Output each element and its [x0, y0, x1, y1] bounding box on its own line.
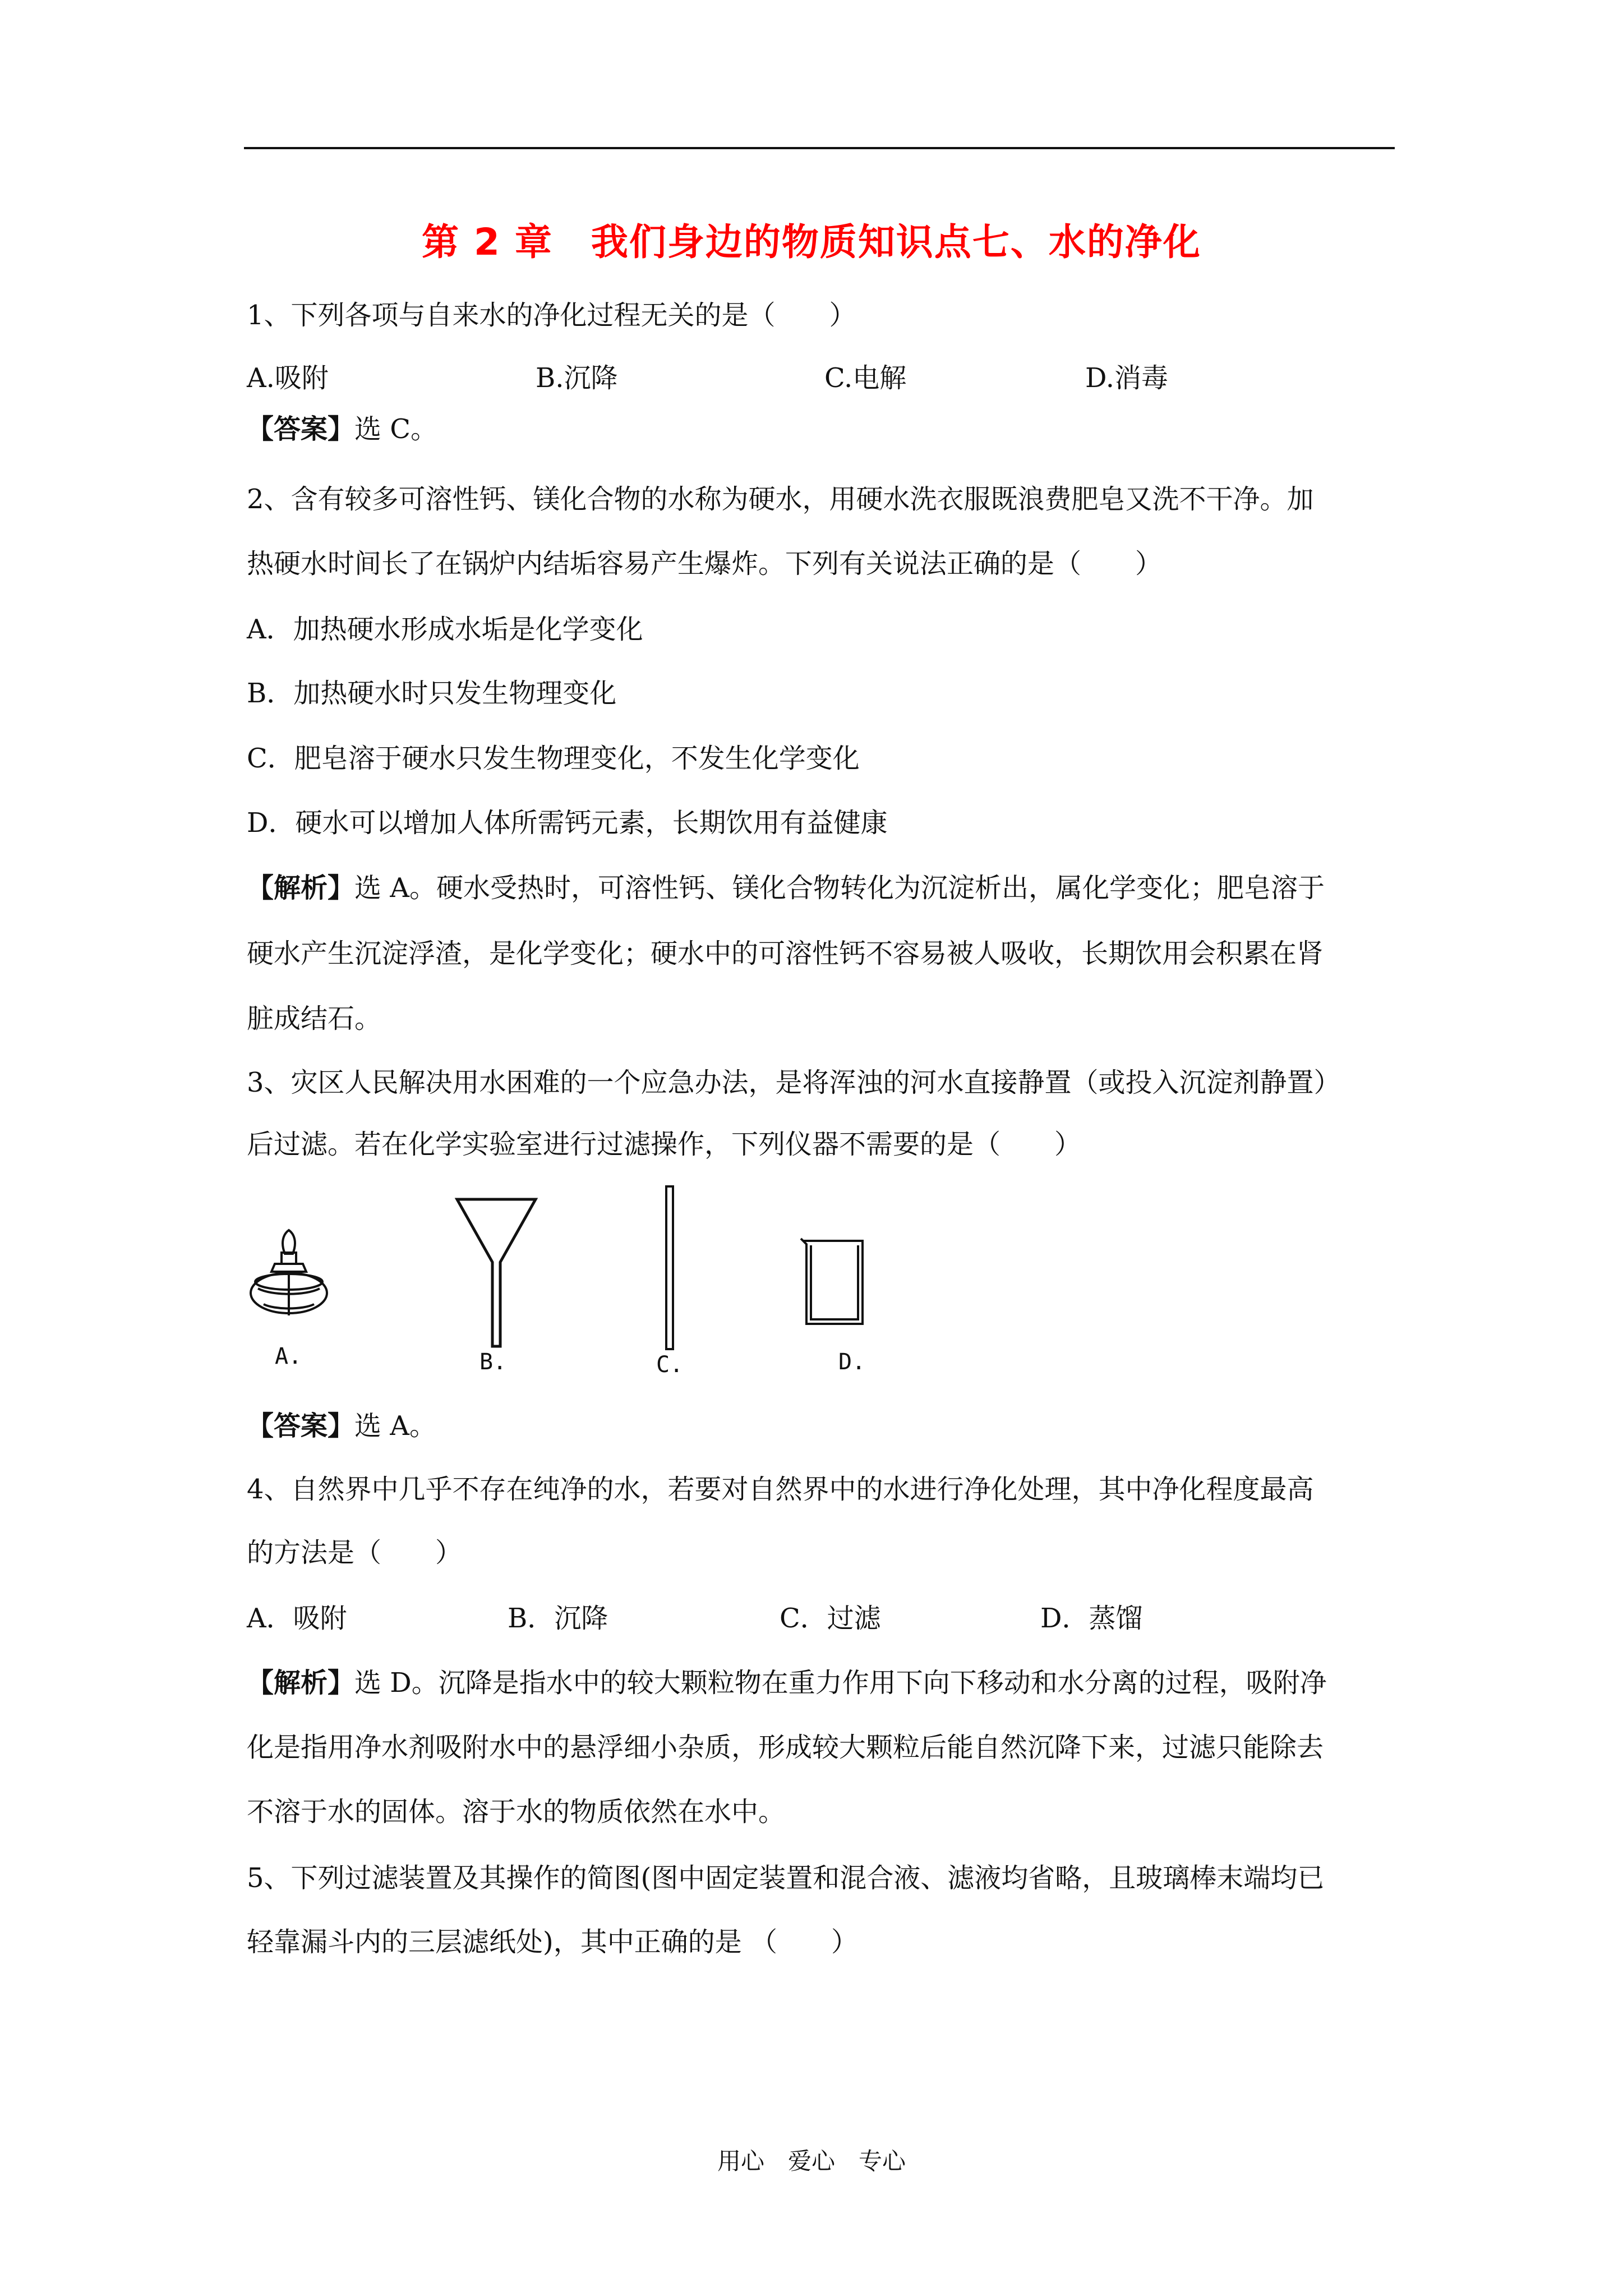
analysis-text: 选 D。沉降是指水中的较大颗粒物在重力作用下向下移动和水分离的过程，吸附净: [354, 1667, 1327, 1699]
q4-option-d: D．蒸馏: [1040, 1603, 1143, 1634]
answer-tag: 【答案】: [247, 413, 355, 445]
figure-label-a: A.: [275, 1343, 302, 1369]
q2-analysis-line-2: 硬水产生沉淀浮渣，是化学变化；硬水中的可溶性钙不容易被人吸收，长期饮用会积累在肾: [247, 938, 1324, 969]
glass-rod-icon: [662, 1184, 679, 1352]
q3-answer: [247, 1409, 436, 1443]
q1-option-d: D.消毒: [1085, 362, 1169, 394]
q4-option-a: A．吸附: [247, 1603, 347, 1634]
figure-label-d: D.: [838, 1349, 866, 1375]
q1-stem: 1、下列各项与自来水的净化过程无关的是（ ）: [247, 300, 856, 331]
answer-text: 选 A。: [354, 1410, 436, 1442]
q2-option-c: C．肥皂溶于硬水只发生物理变化，不发生化学变化: [247, 743, 860, 774]
q4-option-b: B．沉降: [508, 1603, 608, 1634]
q2-stem-line-2: 热硬水时间长了在锅炉内结垢容易产生爆炸。下列有关说法正确的是（ ）: [247, 548, 1163, 579]
figure-label-c: C.: [656, 1352, 684, 1378]
q3-stem-line-2: 后过滤。若在化学实验室进行过滤操作，下列仪器不需要的是（ ）: [247, 1129, 1082, 1160]
q5-stem-line-2: 轻靠漏斗内的三层滤纸处)，其中正确的是 （ ）: [247, 1926, 858, 1958]
q3-stem-line-1: 3、灾区人民解决用水困难的一个应急办法，是将浑浊的河水直接静置（或投入沉淀剂静置）: [247, 1067, 1341, 1098]
q4-analysis-line-3: 不溶于水的固体。溶于水的物质依然在水中。: [247, 1796, 786, 1828]
answer-tag: 【答案】: [247, 1410, 355, 1442]
q1-option-a: A.吸附: [247, 362, 329, 394]
q2-analysis-line-1: [247, 871, 1325, 905]
analysis-tag: 【解析】: [247, 1667, 355, 1699]
q4-stem-line-2: 的方法是（ ）: [247, 1537, 463, 1568]
figure-label-b: B.: [479, 1349, 507, 1375]
q2-analysis-line-3: 脏成结石。: [247, 1003, 382, 1034]
q2-option-a: A．加热硬水形成水垢是化学变化: [247, 614, 643, 645]
page-title: 第 2 章 我们身边的物质知识点七、水的净化: [422, 220, 1201, 264]
q1-answer: [247, 412, 437, 446]
q5-stem-line-1: 5、下列过滤装置及其操作的简图(图中固定装置和混合液、滤液均省略，且玻璃棒末端均已: [247, 1862, 1325, 1894]
q4-analysis-line-1: [247, 1666, 1327, 1700]
alcohol-lamp-icon: [247, 1220, 331, 1332]
q1-option-c: C.电解: [824, 362, 907, 394]
q1-option-b: B.沉降: [536, 362, 618, 394]
funnel-icon: [454, 1195, 538, 1352]
beaker-icon: [796, 1234, 869, 1329]
q2-stem-line-1: 2、含有较多可溶性钙、镁化合物的水称为硬水，用硬水洗衣服既浪费肥皂又洗不干净。加: [247, 484, 1314, 515]
q4-option-c: C．过滤: [780, 1603, 881, 1634]
q4-stem-line-1: 4、自然界中几乎不存在纯净的水，若要对自然界中的水进行净化处理，其中净化程度最高: [247, 1474, 1314, 1505]
q2-option-b: B．加热硬水时只发生物理变化: [247, 678, 617, 709]
header-rule: [244, 147, 1395, 149]
analysis-tag: 【解析】: [247, 872, 355, 904]
q2-option-d: D．硬水可以增加人体所需钙元素，长期饮用有益健康: [247, 807, 888, 839]
q4-analysis-line-2: 化是指用净水剂吸附水中的悬浮细小杂质，形成较大颗粒后能自然沉降下来，过滤只能除去: [247, 1732, 1324, 1763]
answer-text: 选 C。: [354, 413, 438, 445]
analysis-text: 选 A。硬水受热时，可溶性钙、镁化合物转化为沉淀析出，属化学变化；肥皂溶于: [354, 872, 1325, 904]
page-footer: 用心 爱心 专心: [717, 2147, 906, 2175]
